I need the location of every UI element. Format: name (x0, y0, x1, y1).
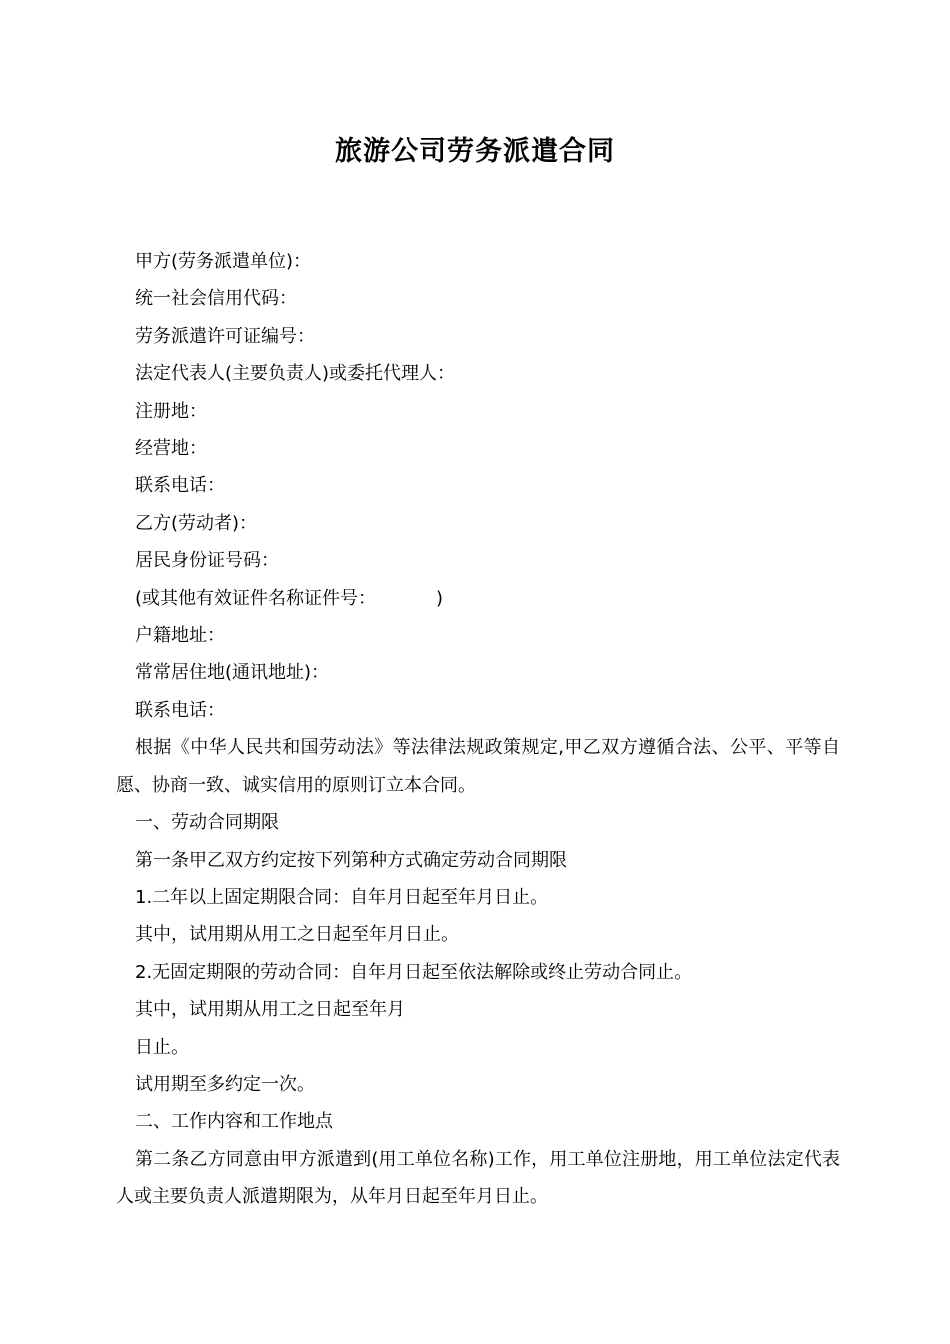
id-number-label: 居民身份证号码： (135, 550, 279, 572)
household-address-label: 户籍地址： (135, 625, 225, 647)
party-a-label: 甲方(劳务派遣单位)： (135, 251, 312, 272)
registered-address-label: 注册地： (135, 400, 207, 422)
party-b-phone-label: 联系电话： (135, 699, 225, 721)
other-id-label (116, 580, 840, 617)
other-id-text: (或其他有效证件名称证件号： (135, 587, 377, 609)
party-b-label: 乙方(劳动者)： (135, 512, 258, 534)
article-two: 第二条乙方同意由甲方派遣到(用工单位名称)工作，用工单位注册地，用工单位法定代表人或主要负责人派遣期限为，从年月日起至年月日止。 (116, 1148, 840, 1208)
other-id-close: ) (436, 587, 444, 609)
option-one: 1.二年以上固定期限合同：自年月日起至年月日止。 (135, 886, 549, 908)
business-address-label: 经营地： (135, 438, 207, 460)
option-two: 2.无固定期限的劳动合同：自年月日起至依法解除或终止劳动合同止。 (135, 961, 693, 983)
section-heading-work: 二、工作内容和工作地点 (135, 1111, 333, 1133)
probation-note: 试用期至多约定一次。 (135, 1073, 315, 1095)
document-title: 旅游公司劳务派遣合同 (335, 136, 615, 167)
article-one: 第一条甲乙双方约定按下列第种方式确定劳动合同期限 (135, 849, 567, 871)
legal-representative-label: 法定代表人(主要负责人)或委托代理人： (135, 363, 456, 385)
option-one-probation: 其中，试用期从用工之日起至年月日止。 (135, 924, 459, 946)
document-body (116, 243, 840, 1216)
party-a-phone-label: 联系电话： (135, 475, 225, 497)
license-number-label: 劳务派遣许可证编号： (135, 325, 315, 347)
preamble-paragraph: 根据《中华人民共和国劳动法》等法律法规政策规定,甲乙双方遵循合法、公平、平等自愿、协商一致、诚实信用的原则订立本合同。 (116, 737, 840, 796)
section-heading-term: 一、劳动合同期限 (135, 812, 279, 834)
residence-address-label: 常常居住地(通讯地址)： (135, 662, 330, 684)
credit-code-label: 统一社会信用代码： (135, 288, 297, 310)
option-two-probation: 其中，试用期从用工之日起至年月 (135, 999, 405, 1021)
option-two-probation-end: 日止。 (135, 1036, 189, 1058)
